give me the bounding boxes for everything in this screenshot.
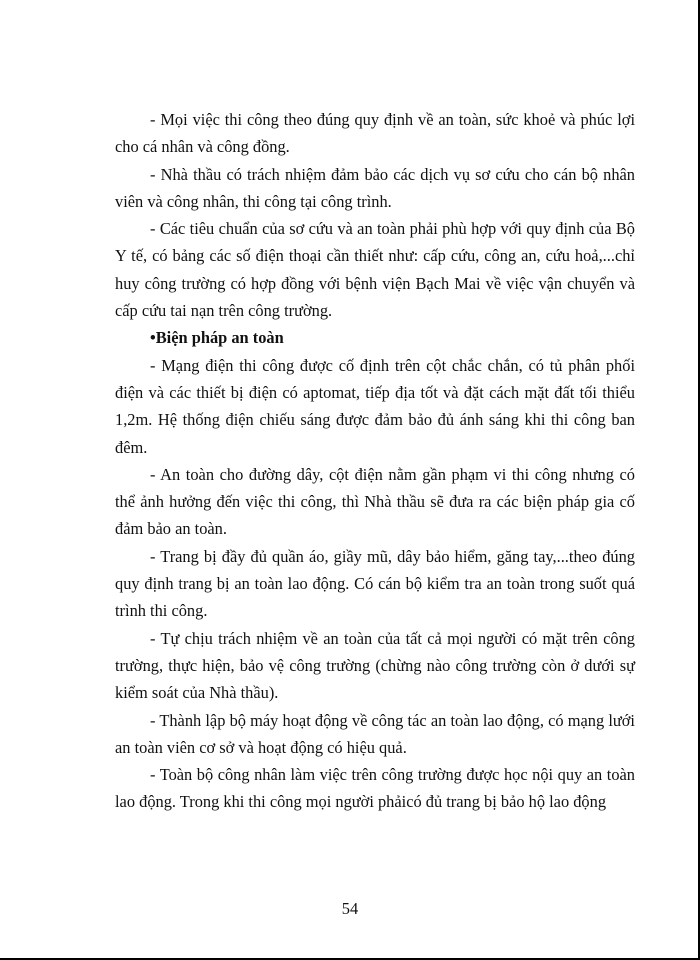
section-heading-safety-measures: •Biện pháp an toàn [150,328,284,348]
paragraph-first-aid-standards: - Các tiêu chuẩn của sơ cứu và an toàn phải phù hợp với quy định của Bộ Y tế, có bảng các số điện thoại cần thiết như: cấp cứu, công an, cứu hoả,...chỉ huy công trường có hợp đồng với bệnh viện Bạch Mai về việc vận chuyển và cấp cứu tai nạn trên công trường. [115,219,635,321]
paragraph-worker-training: - Toàn bộ công nhân làm việc trên công trường được học nội quy an toàn lao động. Trong khi thi công mọi người phảicó đủ trang bị bảo hộ lao động [115,765,635,812]
page-number: 54 [341,899,359,918]
paragraph-first-aid-services: - Nhà thầu có trách nhiệm đảm bảo các dịch vụ sơ cứu cho cán bộ nhân viên và công nhân, thi công tại công trình. [115,164,635,211]
paragraph-safety-organization: - Thành lập bộ máy hoạt động về công tác an toàn lao động, có mạng lưới an toàn viên cơ sở và hoạt động có hiệu quả. [115,710,635,757]
paragraph-protective-equipment: - Trang bị đầy đủ quần áo, giầy mũ, dây bảo hiểm, găng tay,...theo đúng quy định trang bị an toàn lao động. Có cán bộ kiểm tra an toàn trong suốt quá trình thi công. [115,546,635,621]
paragraph-electrical-network: - Mạng điện thi công được cố định trên cột chắc chắn, có tủ phân phối điện và các thiết bị điện có aptomat, tiếp địa tốt và đặt cách mặt đất tối thiểu 1,2m. Hệ thống điện chiếu sáng được đảm bảo đủ ánh sáng khi thi công ban đêm. [115,355,635,457]
paragraph-site-responsibility: - Tự chịu trách nhiệm về an toàn của tất cả mọi người có mặt trên công trường, thực hiện, bảo vệ công trường (chừng nào công trường còn ở dưới sự kiểm soát của Nhà thầu). [115,628,635,703]
paragraph-safety-regulations: - Mọi việc thi công theo đúng quy định về an toàn, sức khoẻ và phúc lợi cho cá nhân và công đồng. [115,110,635,157]
paragraph-power-line-safety: - An toàn cho đường dây, cột điện nằm gần phạm vi thi công nhưng có thể ảnh hưởng đến việc thi công, thì Nhà thầu sẽ đưa ra các biện pháp gia cố đảm bảo an toàn. [115,464,635,539]
page-content [115,106,635,816]
